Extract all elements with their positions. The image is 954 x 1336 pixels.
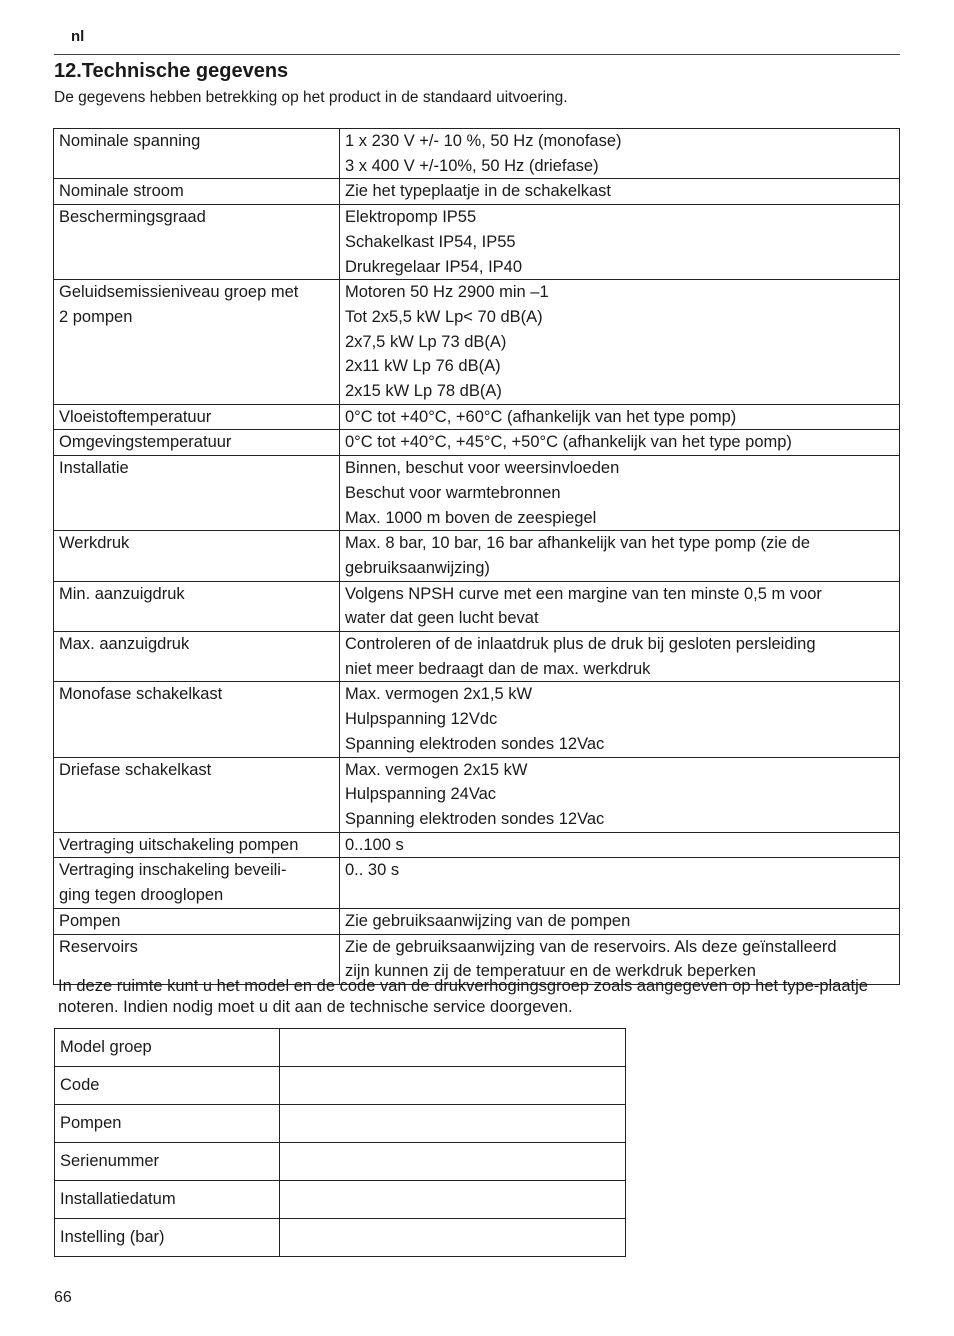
spec-value-cell (340, 757, 900, 832)
spec-label: Vloeistoftemperatuur (59, 407, 212, 426)
spec-value-line: Controleren of de inlaatdruk plus de druk bij gesloten persleiding (345, 635, 816, 654)
spec-label: Nominale stroom (59, 182, 184, 201)
spec-label: Omgevingstemperatuur (59, 433, 232, 452)
form-row (55, 1219, 626, 1257)
spec-label: Nominale spanning (59, 132, 201, 150)
spec-value-line: Motoren 50 Hz 2900 min –1 (345, 283, 549, 302)
spec-label-cell (54, 682, 340, 757)
spec-value-line: zijn kunnen zij de temperatuur en de werkdruk beperken (345, 962, 756, 981)
spec-value-line: 0°C tot +40°C, +45°C, +50°C (afhankelijk van het type pomp) (345, 433, 792, 452)
spec-value-line: Zie gebruiksaanwijzing van de pompen (345, 911, 631, 930)
spec-label: Werkdruk (59, 534, 130, 553)
spec-value-line: Zie de gebruiksaanwijzing van de reservoirs. Als deze geïnstalleerd (345, 937, 837, 956)
table-row (54, 757, 900, 832)
spec-label-cell (54, 858, 340, 908)
spec-label: Vertraging inschakeling beveili- (59, 861, 287, 880)
form-entry-field[interactable] (280, 1219, 626, 1257)
form-entry-field[interactable] (280, 1181, 626, 1219)
form-row (55, 1143, 626, 1181)
spec-value-line: Volgens NPSH curve met een margine van ten minste 0,5 m voor (345, 584, 822, 603)
record-form-table (54, 1028, 626, 1257)
spec-label-cell (54, 531, 340, 581)
spec-label-cell (54, 280, 340, 405)
form-entry-field[interactable] (280, 1105, 626, 1143)
spec-value-cell (340, 280, 900, 405)
table-row (54, 531, 900, 581)
spec-value-cell (340, 908, 900, 934)
form-label: Pompen (55, 1105, 280, 1143)
spec-value-line: Binnen, beschut voor weersinvloeden (345, 459, 620, 478)
technical-data-table (53, 128, 900, 985)
spec-label: 2 pompen (59, 307, 133, 326)
section-title: 12.Technische gegevens (54, 60, 289, 82)
spec-value-line: 3 x 400 V +/-10%, 50 Hz (driefase) (345, 156, 599, 175)
spec-label-cell (54, 404, 340, 430)
spec-value-line: 2x7,5 kW Lp 73 dB(A) (345, 332, 507, 351)
spec-value-line: Hulpspanning 12Vdc (345, 710, 498, 729)
spec-label: Installatie (59, 459, 129, 478)
spec-label-cell (54, 632, 340, 682)
spec-label: Reservoirs (59, 937, 138, 956)
spec-label-cell (54, 581, 340, 631)
spec-label: ging tegen drooglopen (59, 886, 224, 905)
spec-value-cell (340, 404, 900, 430)
spec-value-cell (340, 581, 900, 631)
spec-value-line: gebruiksaanwijzing) (345, 558, 490, 577)
table-row (54, 908, 900, 934)
language-label: nl (71, 28, 85, 45)
spec-value-cell (340, 129, 900, 179)
spec-value-line: Schakelkast IP54, IP55 (345, 232, 516, 251)
table-row (54, 205, 900, 280)
spec-value-line: 2x15 kW Lp 78 dB(A) (345, 382, 502, 401)
page-number: 66 (54, 1289, 72, 1306)
form-label: Instelling (bar) (55, 1219, 280, 1257)
table-row (54, 404, 900, 430)
spec-value-line: niet meer bedraagt dan de max. werkdruk (345, 659, 651, 678)
form-row (55, 1067, 626, 1105)
spec-label: Driefase schakelkast (59, 760, 212, 779)
note-text: In deze ruimte kunt u het model en de code van de drukverhogingsgroep zoals aangegeven op het type-plaatje noteren. Indien nodig moet u dit aan de technische service doorgeven. (58, 977, 868, 1016)
form-label: Code (55, 1067, 280, 1105)
spec-label-cell (54, 456, 340, 531)
spec-label: Pompen (59, 911, 121, 930)
form-entry-field[interactable] (280, 1143, 626, 1181)
spec-value-line: Zie het typeplaatje in de schakelkast (345, 182, 611, 201)
table-row (54, 280, 900, 405)
spec-value-line: Drukregelaar IP54, IP40 (345, 257, 523, 276)
spec-value-line: Spanning elektroden sondes 12Vac (345, 734, 605, 753)
spec-label-cell (54, 179, 340, 205)
spec-value-cell (340, 832, 900, 858)
spec-value-line: 0..100 s (345, 835, 404, 854)
spec-label-cell (54, 129, 340, 179)
spec-label: Vertraging uitschakeling pompen (59, 835, 299, 854)
table-row (54, 456, 900, 531)
spec-value-line: 0.. 30 s (345, 861, 400, 880)
spec-value-line: Max. 1000 m boven de zeespiegel (345, 508, 597, 527)
spec-value-line: Tot 2x5,5 kW Lp< 70 dB(A) (345, 307, 543, 326)
form-label: Installatiedatum (55, 1181, 280, 1219)
form-row (55, 1105, 626, 1143)
table-row (54, 581, 900, 631)
form-label: Model groep (55, 1029, 280, 1067)
spec-label-cell (54, 757, 340, 832)
form-row (55, 1181, 626, 1219)
spec-label-cell (54, 832, 340, 858)
spec-label: Monofase schakelkast (59, 685, 223, 704)
form-entry-field[interactable] (280, 1067, 626, 1105)
table-row (54, 430, 900, 456)
spec-value-line: Elektropomp IP55 (345, 208, 477, 227)
spec-value-line: Spanning elektroden sondes 12Vac (345, 809, 605, 828)
spec-label-cell (54, 430, 340, 456)
spec-label-cell (54, 205, 340, 280)
table-row (54, 632, 900, 682)
table-row (54, 832, 900, 858)
spec-value-line: Max. vermogen 2x1,5 kW (345, 685, 533, 704)
form-entry-field[interactable] (280, 1029, 626, 1067)
spec-label: Max. aanzuigdruk (59, 635, 190, 654)
spec-value-line: 0°C tot +40°C, +60°C (afhankelijk van het type pomp) (345, 407, 737, 426)
spec-value-line: 1 x 230 V +/- 10 %, 50 Hz (monofase) (345, 132, 622, 150)
spec-value-cell (340, 531, 900, 581)
spec-value-cell (340, 430, 900, 456)
table-row (54, 858, 900, 908)
spec-value-line: Max. vermogen 2x15 kW (345, 760, 528, 779)
spec-value-line: Hulpspanning 24Vac (345, 785, 497, 804)
spec-value-cell (340, 205, 900, 280)
table-row (54, 682, 900, 757)
spec-value-cell (340, 179, 900, 205)
spec-value-cell (340, 456, 900, 531)
table-row (54, 179, 900, 205)
spec-value-cell (340, 682, 900, 757)
spec-value-line: Max. 8 bar, 10 bar, 16 bar afhankelijk van het type pomp (zie de (345, 534, 811, 553)
spec-value-cell (340, 632, 900, 682)
spec-label: Beschermingsgraad (59, 208, 206, 227)
header-divider (54, 54, 900, 55)
table-row (54, 129, 900, 179)
spec-value-line: Beschut voor warmtebronnen (345, 483, 561, 502)
form-label: Serienummer (55, 1143, 280, 1181)
spec-label-cell (54, 908, 340, 934)
spec-label: Min. aanzuigdruk (59, 584, 185, 603)
intro-text: De gegevens hebben betrekking op het product in de standaard uitvoering. (54, 89, 568, 106)
spec-value-line: 2x11 kW Lp 76 dB(A) (345, 357, 501, 376)
spec-value-cell (340, 858, 900, 908)
spec-value-line: water dat geen lucht bevat (345, 609, 539, 628)
spec-label: Geluidsemissieniveau groep met (59, 283, 299, 302)
form-row (55, 1029, 626, 1067)
